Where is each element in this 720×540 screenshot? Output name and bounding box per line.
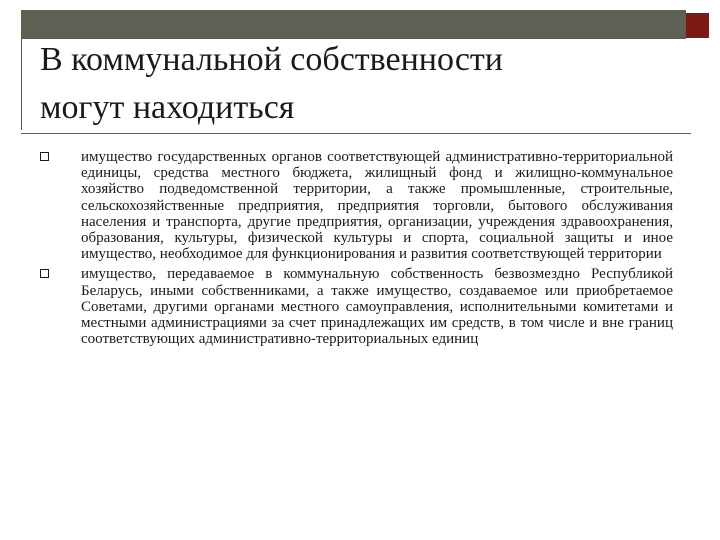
hollow-square-icon [40, 152, 49, 161]
bullet-item [40, 266, 673, 347]
title-line-2: могут находиться [40, 89, 295, 126]
slide-title [40, 36, 660, 132]
title-divider-line [21, 133, 691, 134]
title-line-1: В коммунальной собственности [40, 41, 503, 78]
bullet-list [40, 149, 673, 351]
bullet-item [40, 149, 673, 262]
header-bar [21, 10, 686, 39]
bullet-text: имущество государственных органов соответствующей административно-территориальной единицы, средства местного бюджета, жилищный фонд и жилищно-коммунальное хозяйство подведомственной территории, а также промышленные, строительные, сельскохозяйственные предприятия, предприятия торговли, бытового обслуживания населения и транспорта, другие предприятия, организации, учреждения здравоохранения, образования, культуры, физической культуры и спорта, социальной защиты и иное имущество, необходимое для функционирования и развития соответствующей территории [81, 149, 673, 263]
hollow-square-icon [40, 269, 49, 278]
accent-square [686, 13, 709, 38]
bullet-text: имущество, передаваемое в коммунальную собственность безвозмездно Республикой Беларусь, иными собственниками, а также имущество, создаваемое или приобретаемое Советами, другими органами местного самоуправления, исполнительными комитетами и местными администрациями за счет принадлежащих им средств, в том числе и вне границ соответствующих административно-территориальных единиц [81, 266, 673, 348]
left-divider-line [21, 10, 22, 130]
